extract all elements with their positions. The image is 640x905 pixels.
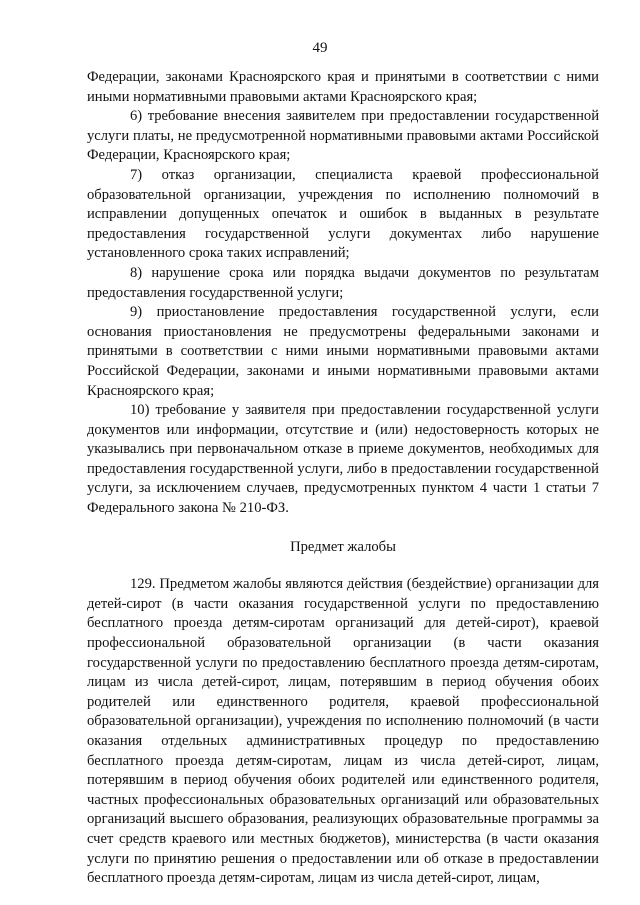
paragraph-group-top	[87, 68, 599, 519]
paragraph-group-bottom	[87, 575, 599, 889]
paragraph: 10) требование у заявителя при предоставлении государственной услуги документов или информации, отсутствие и (или) недостоверность которых не указывались при первоначальном отказе в приеме документов, необходимых для предоставления государственной услуги, либо в предоставлении государственной услуги, за исключением случаев, предусмотренных пунктом 4 части 1 статьи 7 Федерального закона № 210-ФЗ.	[87, 402, 599, 517]
paragraph: 9) приостановление предоставления государственной услуги, если основания приостановления не предусмотрены федеральными законами и принятыми в соответствии с ними иными нормативными правовыми актами Российской Федерации, законами и иными нормативными правовыми актами Красноярского края;	[87, 304, 599, 399]
paragraph: 129. Предметом жалобы являются действия (бездействие) организации для детей-сирот (в части оказания государственной услуги по предоставлению бесплатного проезда детям-сиротам организаций для детей-сирот), краевой профессиональной образовательной организации (в части оказания государственной услуги по предоставлению бесплатного проезда детям-сиротам, лицам из числа детей-сирот, лицам, потерявшим в период обучения обоих родителей или единственного родителя, краевой профессиональной образовательной организации), учреждения по исполнению полномочий (в части оказания отдельных административных процедур по предоставлению бесплатного проезда детям-сиротам, лицам из числа детей-сирот, лицам, потерявшим в период обучения обоих родителей или единственного родителя, частных профессиональных образовательных организаций или образовательных организаций высшего образования, реализующих образовательные программы за счет средств краевого или местных бюджетов), министерства (в части оказания услуги по принятию решения о предоставлении или об отказе в предоставлении бесплатного проезда детям-сиротам, лицам из числа детей-сирот, лицам,	[87, 576, 599, 887]
paragraph: 6) требование внесения заявителем при предоставлении государственной услуги платы, не предусмотренной нормативными правовыми актами Российской Федерации, Красноярского края;	[87, 108, 599, 164]
paragraph: Федерации, законами Красноярского края и принятыми в соответствии с ними иными нормативными правовыми актами Красноярского края;	[87, 69, 599, 105]
paragraph: 7) отказ организации, специалиста краевой профессиональной образовательной организации, учреждения по исполнению полномочий в исправлении допущенных опечаток и ошибок в выданных в результате предоставления государственной услуги документах либо нарушение установленного срока таких исправлений;	[87, 166, 599, 262]
section-heading: Предмет жалобы	[290, 538, 396, 555]
paragraph: 8) нарушение срока или порядка выдачи документов по результатам предоставления государственной услуги;	[87, 264, 599, 301]
document-body	[87, 68, 599, 889]
page-number: 49	[312, 40, 328, 56]
